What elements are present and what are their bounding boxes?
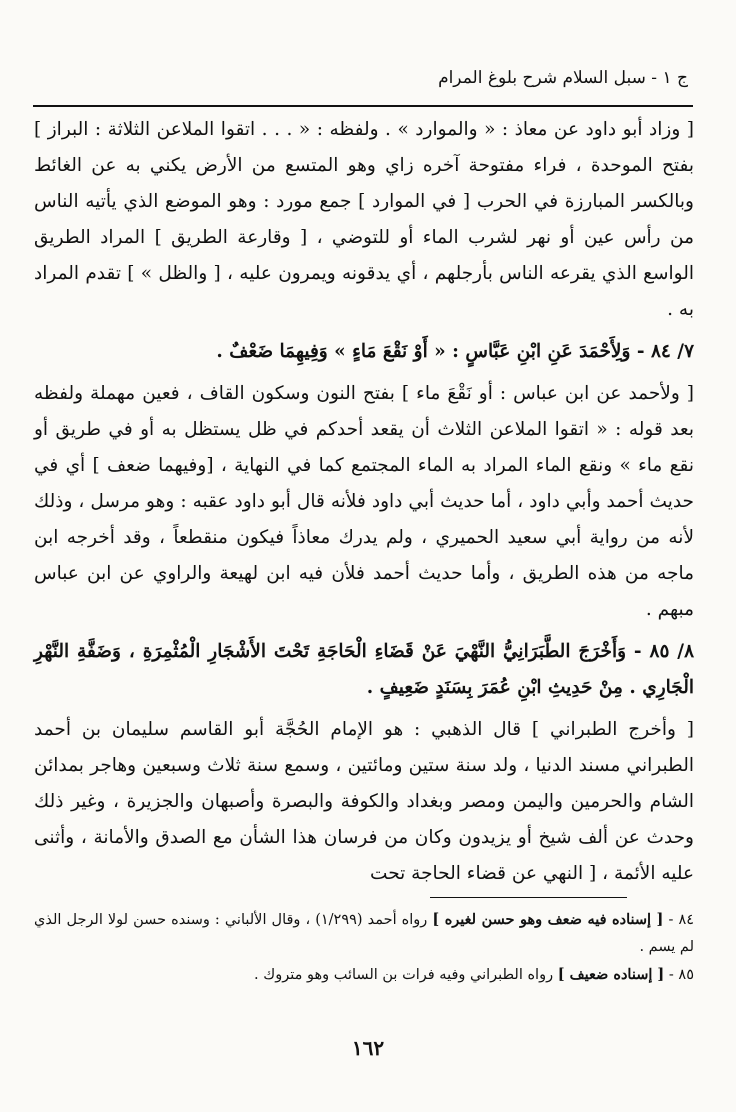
footnote-85-grading: [ إسناده ضعيف ] [557, 966, 665, 983]
commentary-paragraph-2: [ ولأحمد عن ابن عباس : أو نَقْعَ ماء ] بفتح النون وسكون القاف ، فعين مهملة ولفظه بعد قوله : « اتقوا الملاعن الثلاث أن يقعد أحدكم في ظل يستظل به أو في طريق أو نقع ماء » ونقع الماء المراد به الماء المجتمع كما في النهاية ، [وفيهما ضعف ] أي في حديث أحمد وأبي داود ، أما حديث أبي داود فلأنه قال أبو داود عقبه : وهو مرسل ، وذلك لأنه من رواية أبي سعيد الحميري ، ولم يدرك معاذاً فيكون منقطعاً ، وقد أخرجه ابن ماجه من هذه الطريق ، وأما حديث أحمد فلأن فيه ابن لهيعة والراوي عن ابن عباس مبهم . [34, 383, 694, 620]
footnote-84-text: رواه أحمد (١/٢٩٩) ، وقال الألباني : وسنده حسن لولا الرجل الذي لم يسم . [34, 912, 694, 955]
footnote-84 [34, 906, 694, 961]
commentary-paragraph-1: [ وزاد أبو داود عن معاذ : « والموارد » . ولفظه : « . . . اتقوا الملاعن الثلاثة : البراز ] بفتح الموحدة ، فراء مفتوحة آخره زاي وهو المتسع من الأرض يكني به عن الغائط وبالكسر المبارزة في الحرب [ في الموارد ] جمع مورد : وهو الموضع الذي يأتيه الناس من رأس عين أو نهر لشرب الماء أو للتوضي ، [ وقارعة الطريق ] المراد الطريق الواسع الذي يقرعه الناس بأرجلهم ، أي يدقونه ويمرون عليه ، [ والظل » ] تقدم المراد به . [34, 119, 694, 320]
footnote-85-number: ٨٥ - [664, 967, 694, 983]
footnote-85-text: رواه الطبراني وفيه فرات بن السائب وهو متروك . [254, 967, 558, 983]
footnotes [34, 906, 694, 989]
header-rule [33, 105, 693, 107]
running-header: ج ١ - سبل السلام شرح بلوغ المرام [438, 68, 688, 88]
hadith-85: ٨/ ٨٥ - وَأَخْرَجَ الطَّبَرَانِيُّ النَّهْيَ عَنْ قَضَاءِ الْحَاجَةِ تَحْتَ الأَشْجَارِ الْمُثْمِرَةِ ، وَضَفَّةِ النَّهْرِ الْجَارِي . مِنْ حَدِيثِ ابْنِ عُمَرَ بِسَنَدٍ ضَعِيفٍ . [34, 641, 694, 698]
main-text [34, 112, 694, 892]
commentary-paragraph-3: [ وأخرج الطبراني ] قال الذهبي : هو الإمام الحُجَّة أبو القاسم سليمان بن أحمد الطبراني مسند الدنيا ، ولد سنة ستين ومائتين ، وسمع سنة ثلاث وسبعين وهاجر بمدائن الشام والحرمين واليمن ومصر وبغداد والكوفة والبصرة وأصبهان والجزيرة ، وغير ذلك وحدث عن ألف شيخ أو يزيدون وكان من فرسان هذا الشأن مع الصدق والأمانة ، وأثنى عليه الأئمة ، [ النهي عن قضاء الحاجة تحت [34, 719, 694, 884]
footnote-84-number: ٨٤ - [663, 912, 695, 928]
footnote-rule [430, 897, 627, 898]
page-number: ١٦٢ [351, 1036, 385, 1060]
footnote-84-grading: [ إسناده فيه ضعف وهو حسن لغيره ] [432, 911, 664, 928]
footnote-85 [34, 961, 694, 989]
hadith-84: ٧/ ٨٤ - وَلِأَحْمَدَ عَنِ ابْنِ عَبَّاسٍ : « أَوْ نَقْعَ مَاءٍ » وَفِيهِمَا ضَعْفٌ . [216, 341, 694, 362]
